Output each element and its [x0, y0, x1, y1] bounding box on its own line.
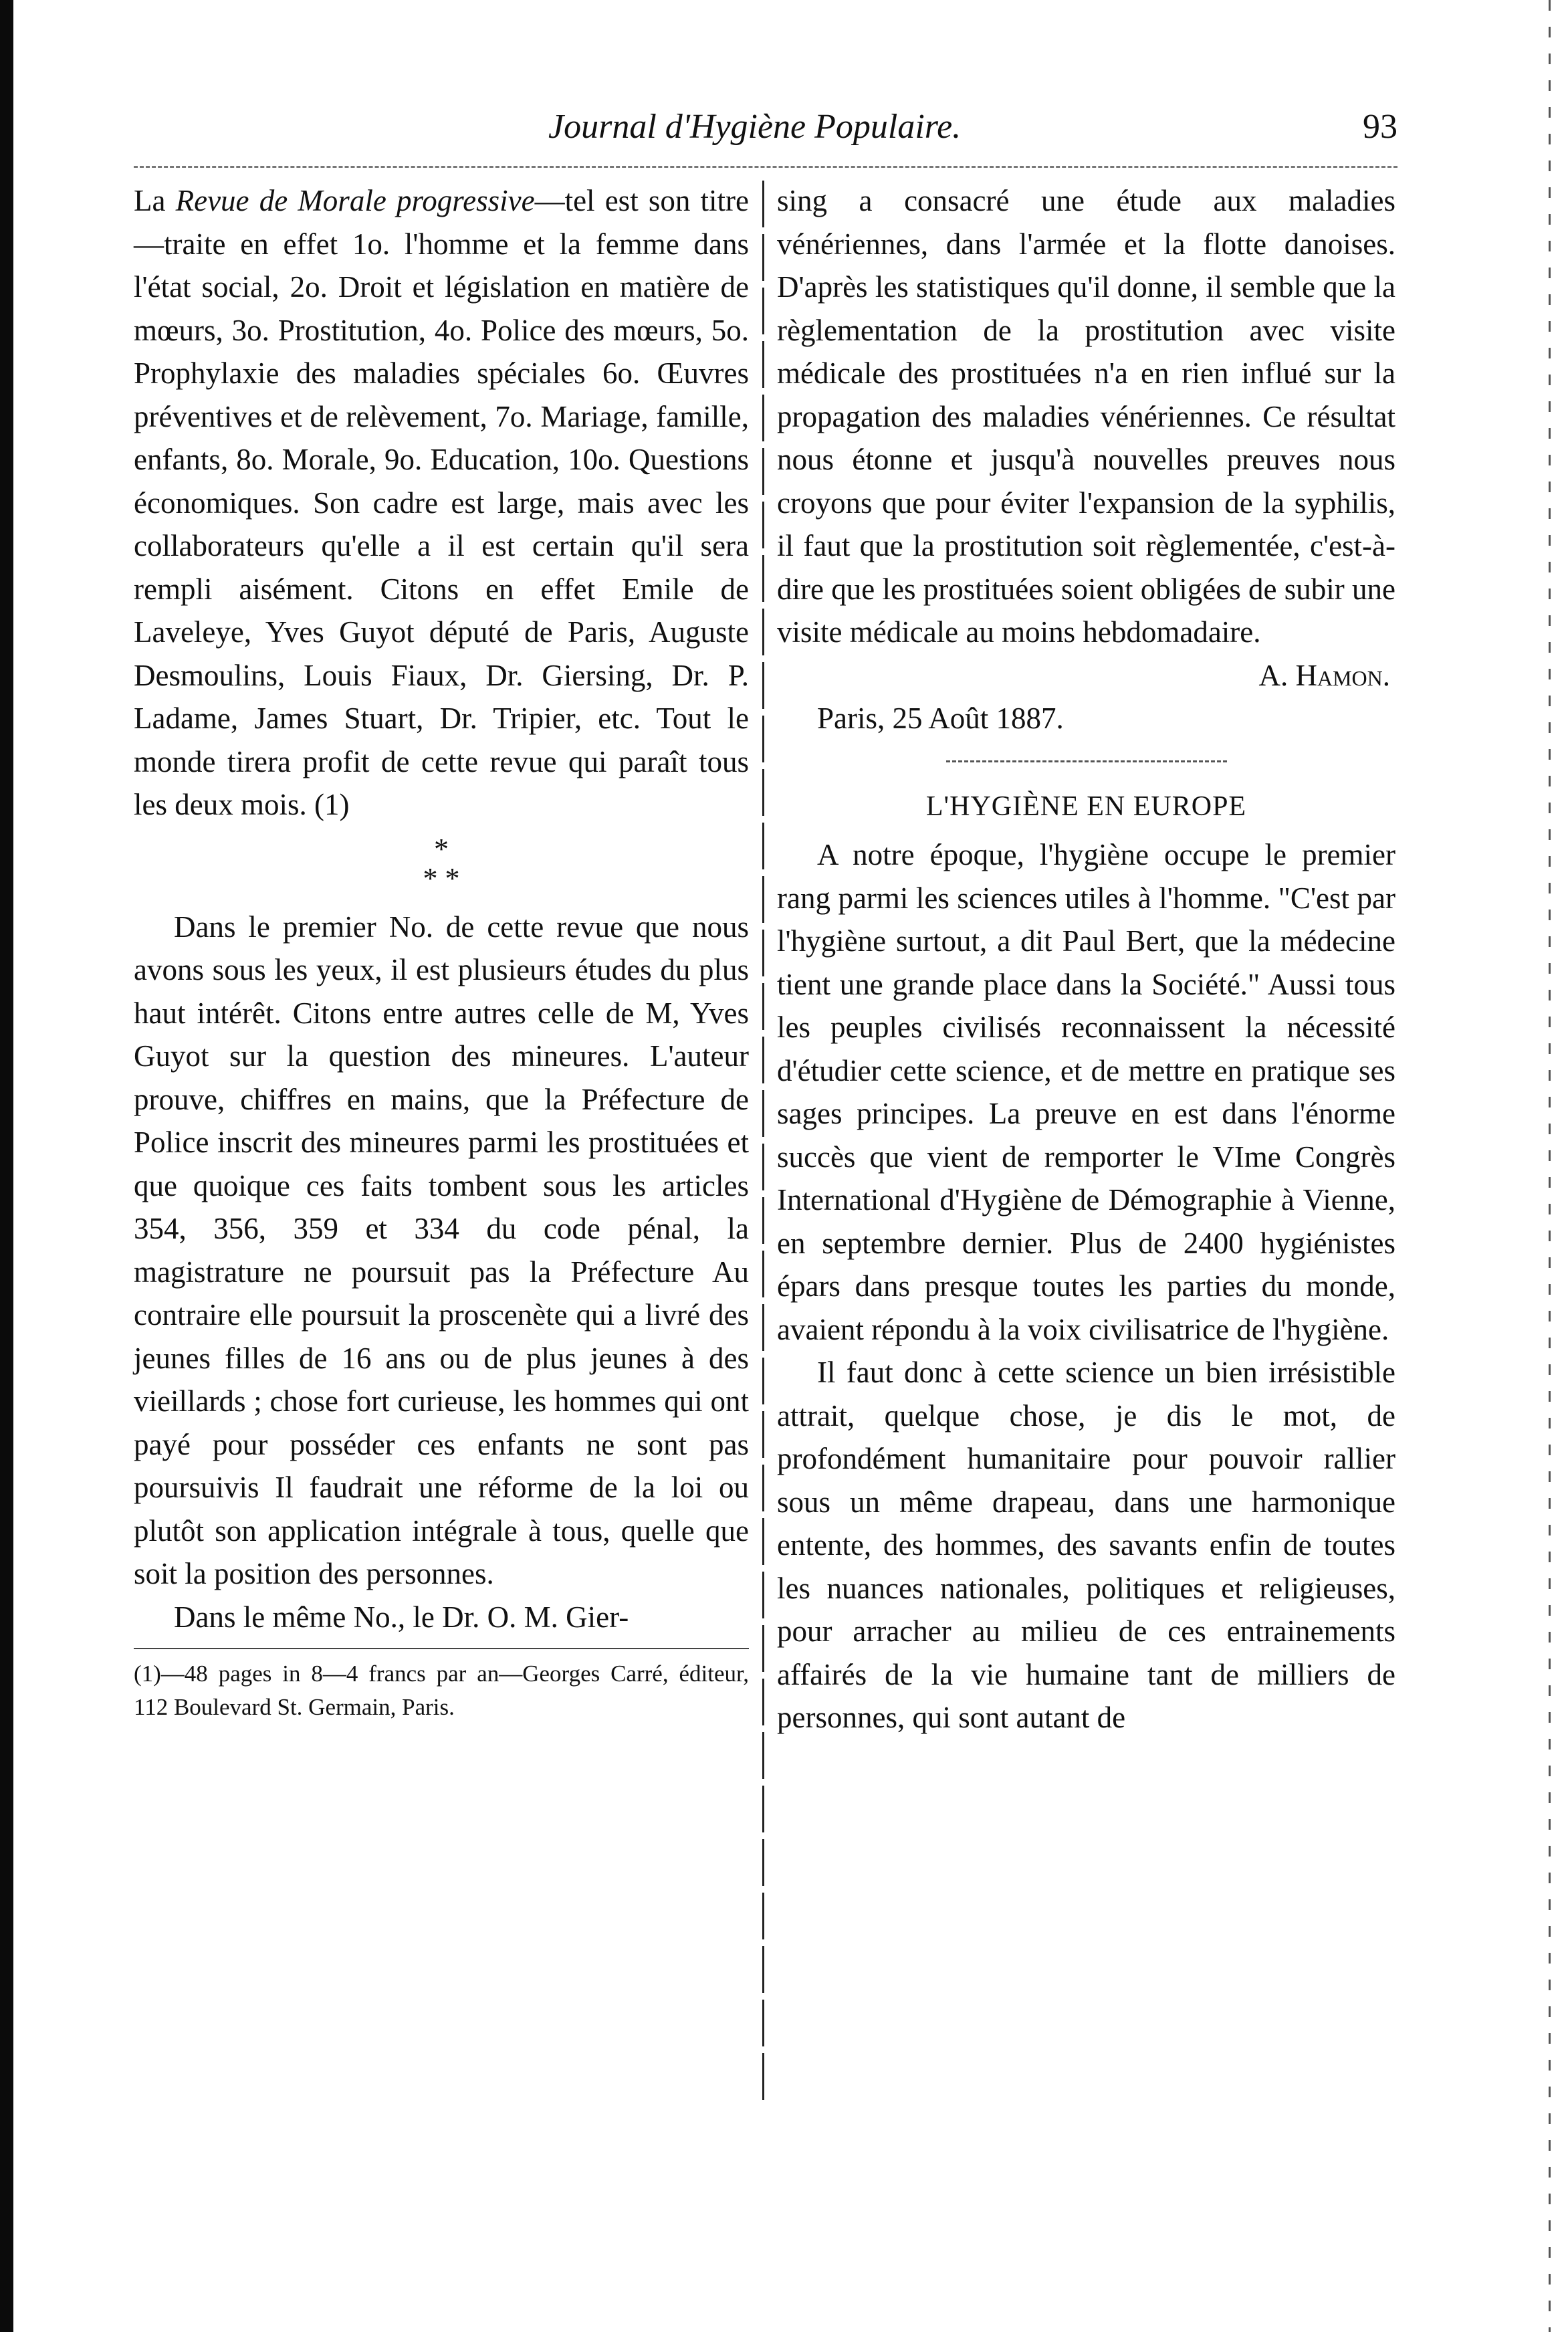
right-column — [777, 179, 1395, 1739]
paragraph-meme-no: Dans le même No., le Dr. O. M. Gier- — [174, 1600, 629, 1634]
column-divider — [762, 181, 764, 2100]
footnote-rule — [134, 1648, 749, 1649]
revue-title: Revue de Morale progressive — [175, 184, 535, 217]
journal-title: Journal d'Hygiène Populaire. — [548, 108, 962, 146]
paragraph-hygiene-attrait: Il faut donc à cette science un bien irrésistible attrait, quelque chose, je dis le mot, de profondément humanitaire pour pouvoir rallier sous un même drapeau, dans une harmonique entente, des hommes, des savants enfin de toutes les nuances nationales, politiques et religieuses, pour arracher au milieu de ces entrainements affairés de la vie humaine tant de milliers de personnes, qui sont autant de — [777, 1356, 1395, 1734]
running-header — [134, 107, 1397, 161]
scan-edge-left — [0, 0, 13, 2332]
paragraph-premier-no: Dans le premier No. de cette revue que nous avons sous les yeux, il est plusieurs études du plus haut intérêt. Citons entre autres celle de M, Yves Guyot sur la question des mineures. L'auteur prouve, chiffres en mains, que la Préfecture de Police inscrit des mineures parmi les prostituées et que quoique ces faits tombent sous les articles 354, 356, 359 et 334 du code pénal, la magistrature ne poursuit pas la Préfecture Au contraire elle poursuit la proscenète qui a livré des jeunes filles de 16 ans ou de plus jeunes à des vieillards ; chose fort curieuse, les hommes qui ont payé pour posséder ces enfants ne sont pas poursuivis Il faudrait une réforme de la loi ou plutôt son application intégrale à tous, quelle que soit la position des personnes. — [134, 910, 749, 1590]
paragraph-hygiene-epoque: A notre époque, l'hygiène occupe le premier rang parmi les sciences utiles à l'homme. "C'est par l'hygiène surtout, a dit Paul Bert, que la médecine tient une grande place dans la Société." Aussi tous les peuples civilisés reconnaissent la nécessité d'étudier cette science, et de mettre en pratique ses sages principes. La preuve en est dans l'énorme succès que vient de remporter le VIme Congrès International d'Hygiène de Démographie à Vienne, en septembre dernier. Plus de 2400 hygiénistes épars dans presque toutes les parties du monde, avaient répondu à la voix civilisatrice de l'hygiène. — [777, 838, 1395, 1346]
asterism-top: * — [434, 832, 449, 865]
left-column — [134, 179, 749, 1724]
header-rule — [134, 166, 1397, 168]
paragraph-prefix: La — [134, 184, 176, 217]
scan-edge-right — [1549, 0, 1551, 2332]
footnote: (1)—48 pages in 8—4 francs par an—Georges Carré, éditeur, 112 Boulevard St. Germain, Paris. — [134, 1661, 749, 1720]
asterism-bottom: * * — [423, 861, 460, 895]
place-date: Paris, 25 Août 1887. — [817, 702, 1064, 735]
asterism-separator — [134, 832, 749, 895]
section-rule — [946, 760, 1227, 762]
paragraph-revue — [134, 179, 749, 827]
paragraph-giersing: sing a consacré une étude aux maladies vénériennes, dans l'armée et la flotte danoises. D'après les statistiques qu'il donne, il semble que la règlementation de la prostitution avec visite médicale des prostituées n'a en rien influé sur la propagation des maladies vénériennes. Ce résultat nous étonne et jusqu'à nouvelles preuves nous croyons que pour éviter l'expansion de la syphilis, il faut que la prostitution soit règlementée, c'est-à-dire que les prostituées soient obligées de subir une visite médicale au moins hebdomadaire. — [777, 184, 1395, 649]
section-title: L'HYGIÈNE EN EUROPE — [925, 790, 1247, 822]
author-signature: A. Hamon. — [1258, 658, 1390, 692]
page-number: 93 — [1363, 108, 1397, 146]
paragraph-text: —tel est son titre—traite en effet 1o. l'homme et la femme dans l'état social, 2o. Droit et législation en matière de mœurs, 3o. Prostitution, 4o. Police des mœurs, 5o. Prophylaxie des maladies spéciales 6o. Œuvres préventives et de relèvement, 7o. Mariage, famille, enfants, 8o. Morale, 9o. Education, 10o. Questions économiques. Son cadre est large, mais avec les collaborateurs qu'elle a il est certain qu'il sera rempli aisément. Citons en effet Emile de Laveleye, Yves Guyot député de Paris, Auguste Desmoulins, Louis Fiaux, Dr. Giersing, Dr. P. Ladame, James Stuart, Dr. Tripier, etc. Tout le monde tirera profit de cette revue qui paraît tous les deux mois. (1) — [134, 184, 749, 821]
